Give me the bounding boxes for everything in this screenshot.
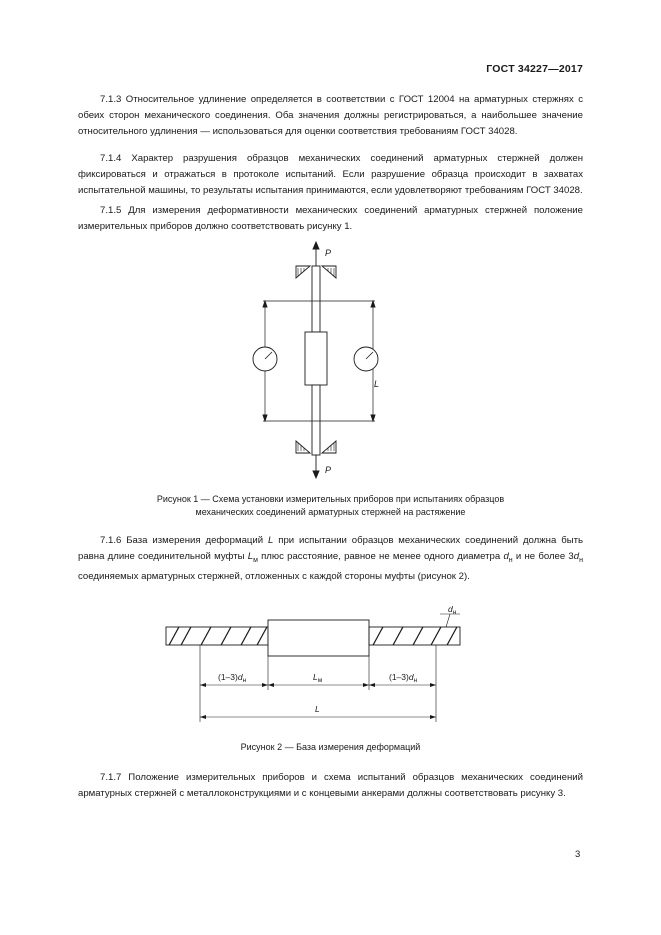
paragraph-7-1-3 xyxy=(78,92,583,140)
paragraph-7-1-4 xyxy=(78,151,583,199)
figure-1-caption xyxy=(78,493,583,519)
p716-part-e: соединяемых арматурных стержней, отложенных с каждой стороны муфты (рисунок 2). xyxy=(78,570,470,582)
label-left-segment: $(1-3)d_н$ xyxy=(218,672,247,684)
rebar-right xyxy=(369,627,460,645)
paragraph-7-1-6 xyxy=(78,533,583,585)
p716-part-a: 7.1.6 База измерения деформаций xyxy=(100,535,269,546)
paragraph-7-1-7-text: 7.1.7 Положение измерительных приборов и схема испытаний образцов механических соединений арматурных стержней с металлоконструкциями и с концевыми анкерами должны соответствовать рисунку 3. xyxy=(78,772,583,799)
dial-gauge-right-icon xyxy=(354,347,378,371)
force-arrow-top-head xyxy=(313,242,319,249)
label-total-length: L xyxy=(315,704,320,714)
rebar-bottom-segment xyxy=(312,385,320,455)
rebar-top-segment xyxy=(312,266,320,332)
p716-part-c: плюс расстояние, равное не менее одного диаметра xyxy=(257,551,504,562)
figure-1-caption-line1: Рисунок 1 — Схема установки измерительных приборов при испытаниях образцов xyxy=(156,494,505,504)
label-dn: $d_н$ xyxy=(448,604,457,616)
p716-symbol-dn-sub: н xyxy=(508,556,513,564)
dial-gauge-left-icon xyxy=(253,347,277,371)
paragraph-7-1-5 xyxy=(78,203,583,235)
p716-part-d: и не более 3 xyxy=(512,551,574,562)
dimension-arrow-left-bottom xyxy=(263,415,267,421)
label-base-length: L xyxy=(374,379,380,389)
label-force-top: P xyxy=(325,248,332,258)
label-coupling-length: $L_м$ xyxy=(313,672,323,684)
paragraph-7-1-4-text: 7.1.4 Характер разрушения образцов механических соединений арматурных стержней должен фиксироваться и отражаться в протоколе испытаний. Если разрушение образца происходит в захватах испытательной машины, то результаты испытания принимаются, если удовлетворяют требованиям ГОСТ 34028. xyxy=(78,153,583,196)
figure-1-caption-line2: механических соединений арматурных стержней на растяжение xyxy=(195,507,466,517)
dimension-arrow-right-top xyxy=(371,301,375,307)
p716-symbol-L: L xyxy=(268,535,274,546)
label-right-segment: $(1-3)d_н$ xyxy=(389,672,418,684)
rebar-left xyxy=(166,627,268,645)
grip-bottom-right xyxy=(322,441,336,453)
figure-2-caption: Рисунок 2 — База измерения деформаций xyxy=(240,742,421,752)
page-number: 3 xyxy=(575,849,581,860)
paragraph-7-1-3-text: 7.1.3 Относительное удлинение определяется в соответствии с ГОСТ 12004 на арматурных стержнях с обеих сторон механического соединения. Оба значения должны регистрироваться, а наибольшее значение относительного удлинения — использоваться для оценки соответствия требованиям ГОСТ 34028. xyxy=(78,94,583,137)
paragraph-7-1-7 xyxy=(78,770,583,802)
force-arrow-bottom-head xyxy=(313,471,319,478)
coupling-sleeve xyxy=(305,332,327,385)
dimension-arrow-left-top xyxy=(263,301,267,307)
coupling-sleeve-fig2 xyxy=(268,620,369,656)
p716-symbol-Lm-sub: м xyxy=(253,556,258,564)
grip-top-right xyxy=(322,266,336,278)
grip-bottom-left xyxy=(296,441,310,453)
dimension-arrow-right-bottom xyxy=(371,415,375,421)
p716-symbol-dn: d xyxy=(503,551,509,562)
p716-part-b: при испытании образцов механических соединений должна быть равна длине соединительной муфты xyxy=(78,535,583,562)
p716-symbol-dn2-sub: н xyxy=(579,556,583,564)
paragraph-7-1-5-text: 7.1.5 Для измерения деформативности механических соединений арматурных стержней положение измерительных приборов должно соответствовать рисунку 1. xyxy=(78,205,583,232)
label-force-bottom: P xyxy=(325,465,332,475)
p716-symbol-Lm: L xyxy=(247,551,254,562)
document-header-id: ГОСТ 34227—2017 xyxy=(486,63,583,75)
p716-symbol-dn2: d xyxy=(573,551,580,562)
grip-top-left xyxy=(296,266,310,278)
